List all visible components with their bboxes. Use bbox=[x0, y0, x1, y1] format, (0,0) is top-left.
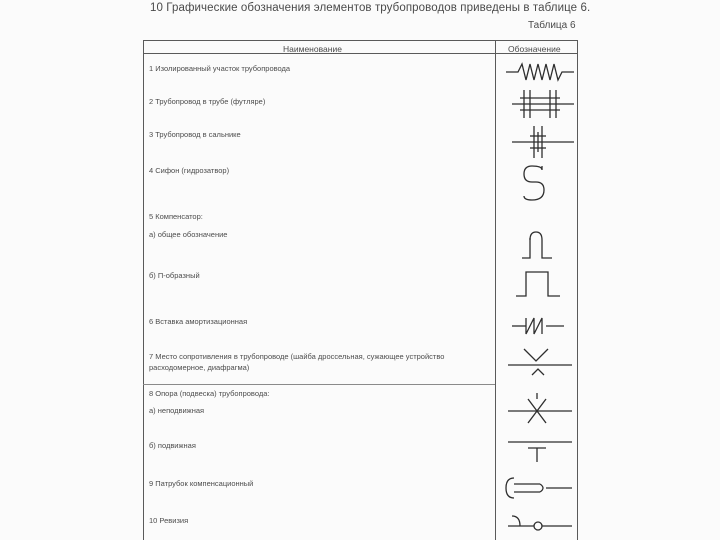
column-header-name: Наименование bbox=[283, 44, 342, 54]
row-label: 1 Изолированный участок трубопровода bbox=[149, 64, 291, 73]
u-compensator-icon bbox=[502, 262, 578, 302]
movable-support-icon bbox=[502, 428, 578, 468]
table-label: Таблица 6 bbox=[528, 20, 576, 31]
document-heading: 10 Графические обозначения элементов трубопроводов приведены в таблице 6. bbox=[150, 2, 591, 14]
siphon-icon bbox=[502, 164, 578, 204]
pipe-in-gland-icon bbox=[502, 122, 578, 162]
row-label: а) неподвижная bbox=[149, 406, 205, 415]
row-label: 4 Сифон (гидрозатвор) bbox=[149, 166, 230, 175]
table-left-border bbox=[143, 40, 144, 540]
compensator-general-icon bbox=[502, 224, 578, 264]
pipe-in-sleeve-icon bbox=[502, 84, 578, 124]
row-label: 10 Ревизия bbox=[149, 516, 189, 525]
damping-insert-icon bbox=[502, 306, 578, 346]
row-label: 9 Патрубок компенсационный bbox=[149, 479, 254, 488]
compensation-branch-icon bbox=[502, 468, 578, 508]
row-label: 8 Опора (подвеска) трубопровода: bbox=[149, 389, 270, 398]
restriction-icon bbox=[502, 345, 578, 385]
row-label: б) подвижная bbox=[149, 441, 196, 450]
inspection-icon bbox=[502, 504, 578, 544]
row-label: 2 Трубопровод в трубе (футляре) bbox=[149, 97, 266, 106]
row-label: 5 Компенсатор: bbox=[149, 212, 203, 221]
column-header-symbol: Обозначение bbox=[508, 44, 561, 54]
table-column-divider bbox=[495, 40, 496, 540]
row-label: а) общее обозначение bbox=[149, 230, 228, 239]
fixed-support-icon bbox=[502, 391, 578, 431]
row-separator bbox=[143, 384, 495, 385]
table-top-border bbox=[143, 40, 577, 41]
row-label: 7 Место сопротивления в трубопроводе (шайба дроссельная, сужающее устройство расходомерное, диафрагма) bbox=[149, 352, 445, 372]
row-label: 6 Вставка амортизационная bbox=[149, 317, 248, 326]
row-label: б) П-образный bbox=[149, 271, 200, 280]
row-label: 3 Трубопровод в сальнике bbox=[149, 130, 241, 139]
